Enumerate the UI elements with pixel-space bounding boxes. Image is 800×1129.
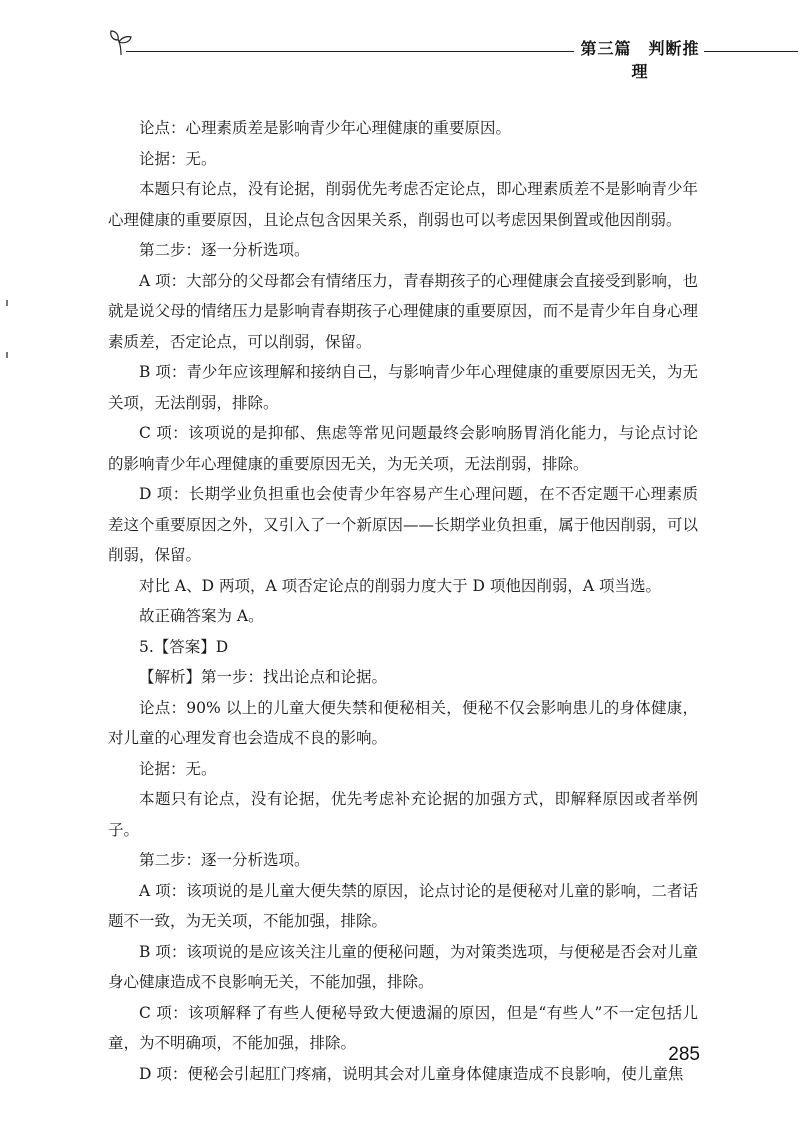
paragraph: A 项：该项说的是儿童大便失禁的原因，论点讨论的是便秘对儿童的影响，二者话题不一致，为无关项，不能加强，排除。 bbox=[108, 881, 698, 930]
header-rule-left bbox=[126, 51, 574, 52]
header-rule-right bbox=[704, 51, 798, 52]
paragraph: A 项：大部分的父母都会有情绪压力，青春期孩子的心理健康会直接受到影响，也就是说父母的情绪压力是影响青春期孩子心理健康的重要原因，而不是青少年自身心理素质差，否定论点，可以削弱，保留。 bbox=[108, 271, 698, 351]
analysis-heading: 【解析】第一步：找出论点和论据。 bbox=[139, 668, 388, 686]
page-number: 285 bbox=[668, 1044, 700, 1065]
paragraph: 论据：无。 bbox=[139, 149, 217, 168]
paragraph: 论据：无。 bbox=[139, 759, 217, 778]
paragraph: 本题只有论点，没有论据，优先考虑补充论据的加强方式，即解释原因或者举例子。 bbox=[108, 790, 698, 839]
paragraph: 论点：心理素质差是影响青少年心理健康的重要原因。 bbox=[139, 119, 512, 137]
paragraph: 对比 A、D 两项，A 项否定论点的削弱力度大于 D 项他因削弱，A 项当选。 bbox=[139, 576, 661, 595]
answer-heading: 5.【答案】D bbox=[139, 637, 229, 656]
paragraph: 论点：90% 以上的儿童大便失禁和便秘相关，便秘不仅会影响患儿的身体健康，对儿童的心理发育也会造成不良的影响。 bbox=[108, 698, 698, 747]
paragraph: C 项：该项解释了有些人便秘导致大便遗漏的原因，但是“有些人”不一定包括儿童，为不明确项，不能加强，排除。 bbox=[108, 1003, 698, 1052]
margin-mark bbox=[6, 352, 8, 358]
margin-mark bbox=[6, 300, 8, 306]
paragraph: B 项：青少年应该理解和接纳自己，与影响青少年心理健康的重要原因无关，为无关项，无法削弱，排除。 bbox=[108, 363, 698, 412]
page-header bbox=[108, 28, 798, 81]
paragraph: B 项：该项说的是应该关注儿童的便秘问题，为对策类选项，与便秘是否会对儿童身心健康造成不良影响无关，不能加强，排除。 bbox=[108, 942, 698, 991]
paragraph: 本题只有论点，没有论据，削弱优先考虑否定论点，即心理素质差不是影响青少年心理健康的重要原因，且论点包含因果关系，削弱也可以考虑因果倒置或他因削弱。 bbox=[108, 180, 698, 229]
paragraph: D 项：长期学业负担重也会使青少年容易产生心理问题，在不否定题干心理素质差这个重要原因之外，又引入了一个新原因——长期学业负担重，属于他因削弱，可以削弱，保留。 bbox=[108, 485, 698, 564]
paragraph: 故正确答案为 A。 bbox=[139, 607, 264, 625]
paragraph: 第二步：逐一分析选项。 bbox=[139, 241, 310, 259]
body-text bbox=[108, 113, 698, 1089]
paragraph: C 项：该项说的是抑郁、焦虑等常见问题最终会影响肠胃消化能力，与论点讨论的影响青少年心理健康的重要原因无关，为无关项，无法削弱，排除。 bbox=[108, 424, 698, 473]
section-title: 第三篇 判断推理 bbox=[580, 39, 700, 81]
paragraph: 第二步：逐一分析选项。 bbox=[139, 851, 310, 869]
paragraph: D 项：便秘会引起肛门疼痛，说明其会对儿童身体健康造成不良影响，使儿童焦 bbox=[139, 1064, 684, 1083]
